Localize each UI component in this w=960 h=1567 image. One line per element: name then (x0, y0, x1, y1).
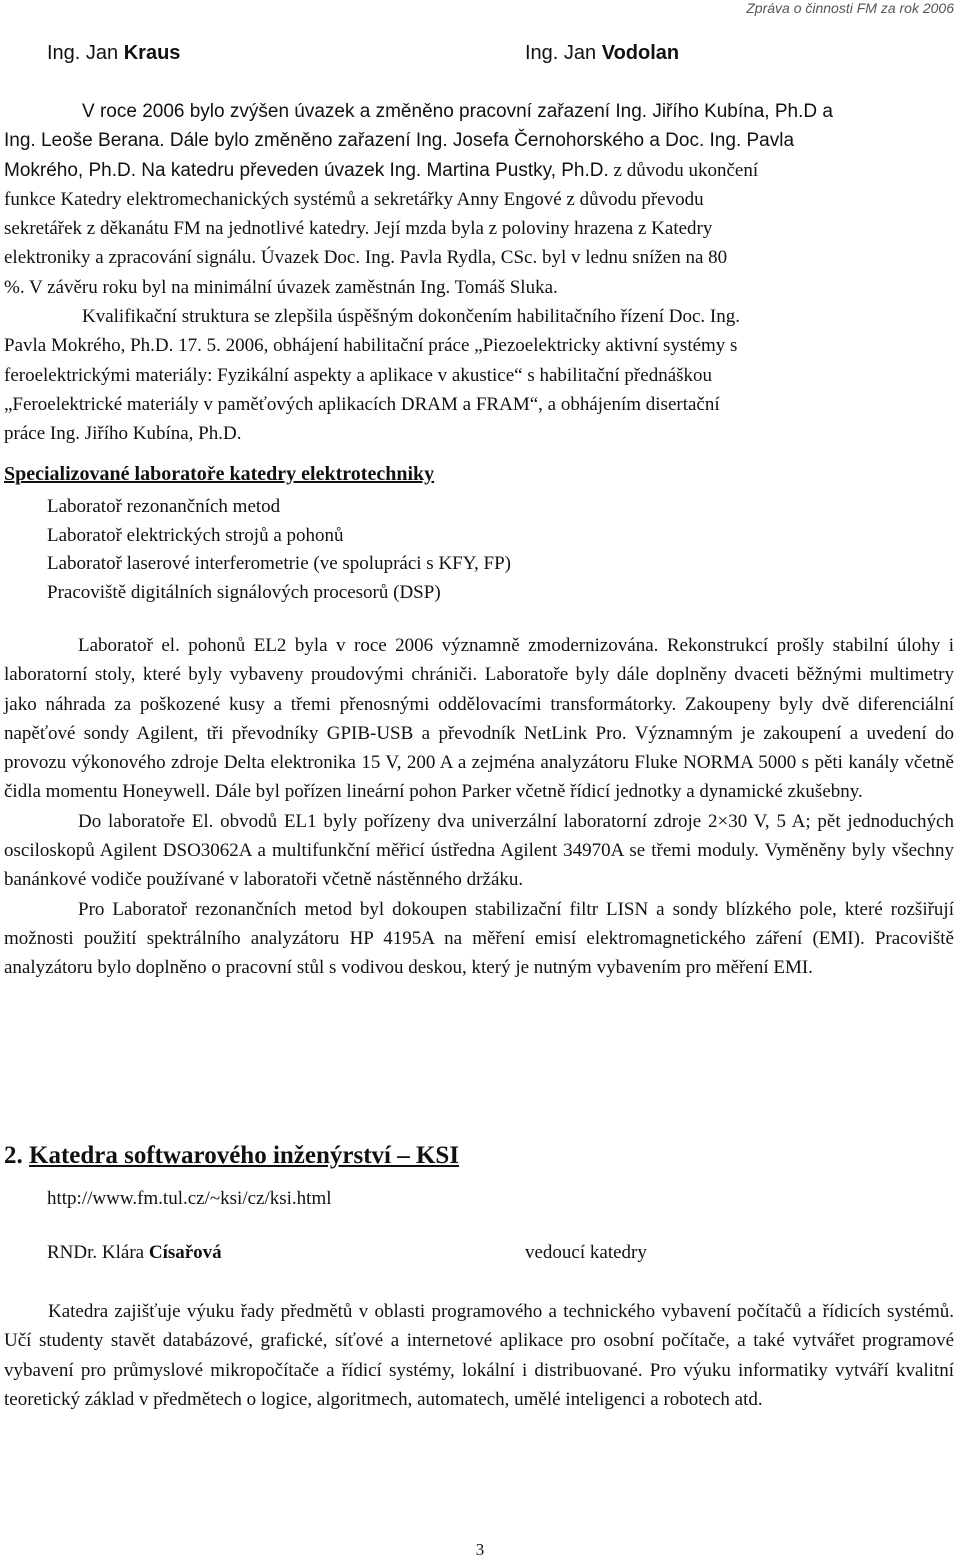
list-item: Laboratoř rezonančních metod (47, 496, 281, 517)
intro-line: Kvalifikační struktura se zlepšila úspěšným dokončením habilitačního řízení Doc. Ing. (82, 306, 740, 328)
labs-heading: Specializované laboratoře katedry elektrotechniky (4, 463, 435, 485)
body-paragraph: Laboratoř el. pohonů EL2 byla v roce 2006 významně zmodernizována. Rekonstrukcí prošly stabilní úlohy i laboratorní stoly, které byly vybaveny proudovými chrániči. Laboratoře byly dále doplněny dvaceti běžnými multimetry jako náhrada za poškozené kusy a třemi přenosnými oddělovacími transformátorky. Zakoupeny byly dvě diferenciální napěťové sondy Agilent, tři převodníky GPIB-USB a převodník NetLink Pro. Významným je zakoupení a uvedení do provozu výkonového zdroje Delta elektronika 15 V, 200 A a zejména analyzátoru Fluke NORMA 5000 s pěti kanály včetně čidla momentu Honeywell. Dále byl pořízen lineární pohon Parker včetně řídicí jednotky a dynamické zkušebny. (4, 635, 954, 803)
department-head-name: RNDr. Klára Císařová (47, 1242, 222, 1263)
intro-line: elektroniky a zpracování signálu. Úvazek Doc. Ing. Pavla Rydla, CSc. byl v lednu snížen na 80 (4, 247, 728, 269)
intro-line: V roce 2006 bylo zvýšen úvazek a změněno pracovní zařazení Ing. Jiřího Kubína, Ph.D a (82, 101, 833, 122)
intro-line: %. V závěru roku byl na minimální úvazek zaměstnán Ing. Tomáš Sluka. (4, 276, 558, 298)
intro-line: Pavla Mokrého, Ph.D. 17. 5. 2006, obhájení habilitační práce „Piezoelektricky aktivní systémy s (4, 335, 738, 357)
section-heading: 2. Katedra softwarového inženýrství – KSI (4, 1142, 460, 1169)
intro-line: sekretářek z děkanátu FM na jednotlivé katedry. Její mzda byla z poloviny hrazena z Katedry (4, 218, 713, 240)
intro-line: feroelektrickými materiály: Fyzikální aspekty a aplikace v akustice“ s habilitační přednáškou (4, 364, 713, 386)
staff-name-right: Ing. Jan Vodolan (525, 42, 680, 64)
list-item: Laboratoř laserové interferometrie (ve spolupráci s KFY, FP) (47, 553, 511, 575)
staff-name-left: Ing. Jan Kraus (47, 42, 181, 64)
department-head-role: vedoucí katedry (525, 1242, 647, 1263)
list-item: Pracoviště digitálních signálových procesorů (DSP) (47, 581, 441, 603)
body-paragraph: Katedra zajišťuje výuku řady předmětů v oblasti programového a technického vybavení počítačů a řídicích systémů. Učí studenty stavět databázové, grafické, síťové a internetové aplikace pro osobní počítače, a také vytvářet programové vybavení pro průmyslové mikropočítače a řídicí systémy, lokální i distribuované. Pro výuku informatiky vytváří kvalitní teoretický základ v předmětech o logice, algoritmech, automatech, umělé inteligenci a robotech atd. (4, 1301, 954, 1410)
list-item: Laboratoř elektrických strojů a pohonů (47, 524, 344, 546)
labs-paragraphs (4, 631, 954, 983)
body-paragraph: Do laboratoře El. obvodů EL1 byly pořízeny dva univerzální laboratorní zdroje 2×30 V, 5 A; pět jednoduchých osciloskopů Agilent DSO3062A a multifunkční měřicí ústředna Agilent 34970A se třemi moduly. Vyměněny byly všechny banánkové vodiče používané v laboratoři včetně nástěnného držáku. (4, 810, 954, 891)
intro-line: „Feroelektrické materiály v paměťových aplikacích DRAM a FRAM“, a obhájením disertační (4, 393, 720, 415)
labs-list (47, 493, 511, 607)
intro-line: práce Ing. Jiřího Kubína, Ph.D. (4, 423, 242, 445)
intro-line: funkce Katedry elektromechanických systémů a sekretářky Anny Engové z důvodu převodu (4, 188, 704, 210)
ksi-description (4, 1297, 954, 1414)
intro-paragraph (4, 97, 954, 449)
body-paragraph: Pro Laboratoř rezonančních metod byl dokoupen stabilizační filtr LISN a sondy blízkého pole, které rozšiřují možnosti použití spektrálního analyzátoru HP 4195A na měření emisí elektromagnetického záření (EMI). Pracoviště analyzátoru bylo doplněno o pracovní stůl s vodivou deskou, který je nutným vybavením pro měření EMI. (4, 898, 954, 979)
intro-line: Ing. Leoše Berana. Dále bylo změněno zařazení Ing. Josefa Černohorského a Doc. Ing. Pavla (4, 130, 795, 152)
page-number: 3 (475, 1540, 485, 1559)
department-url: http://www.fm.tul.cz/~ksi/cz/ksi.html (47, 1188, 332, 1209)
intro-line: Mokrého, Ph.D. Na katedru převeden úvazek Ing. Martina Pustky, Ph.D. z důvodu ukončení (4, 159, 759, 181)
running-header: Zpráva o činnosti FM za rok 2006 (746, 0, 954, 16)
